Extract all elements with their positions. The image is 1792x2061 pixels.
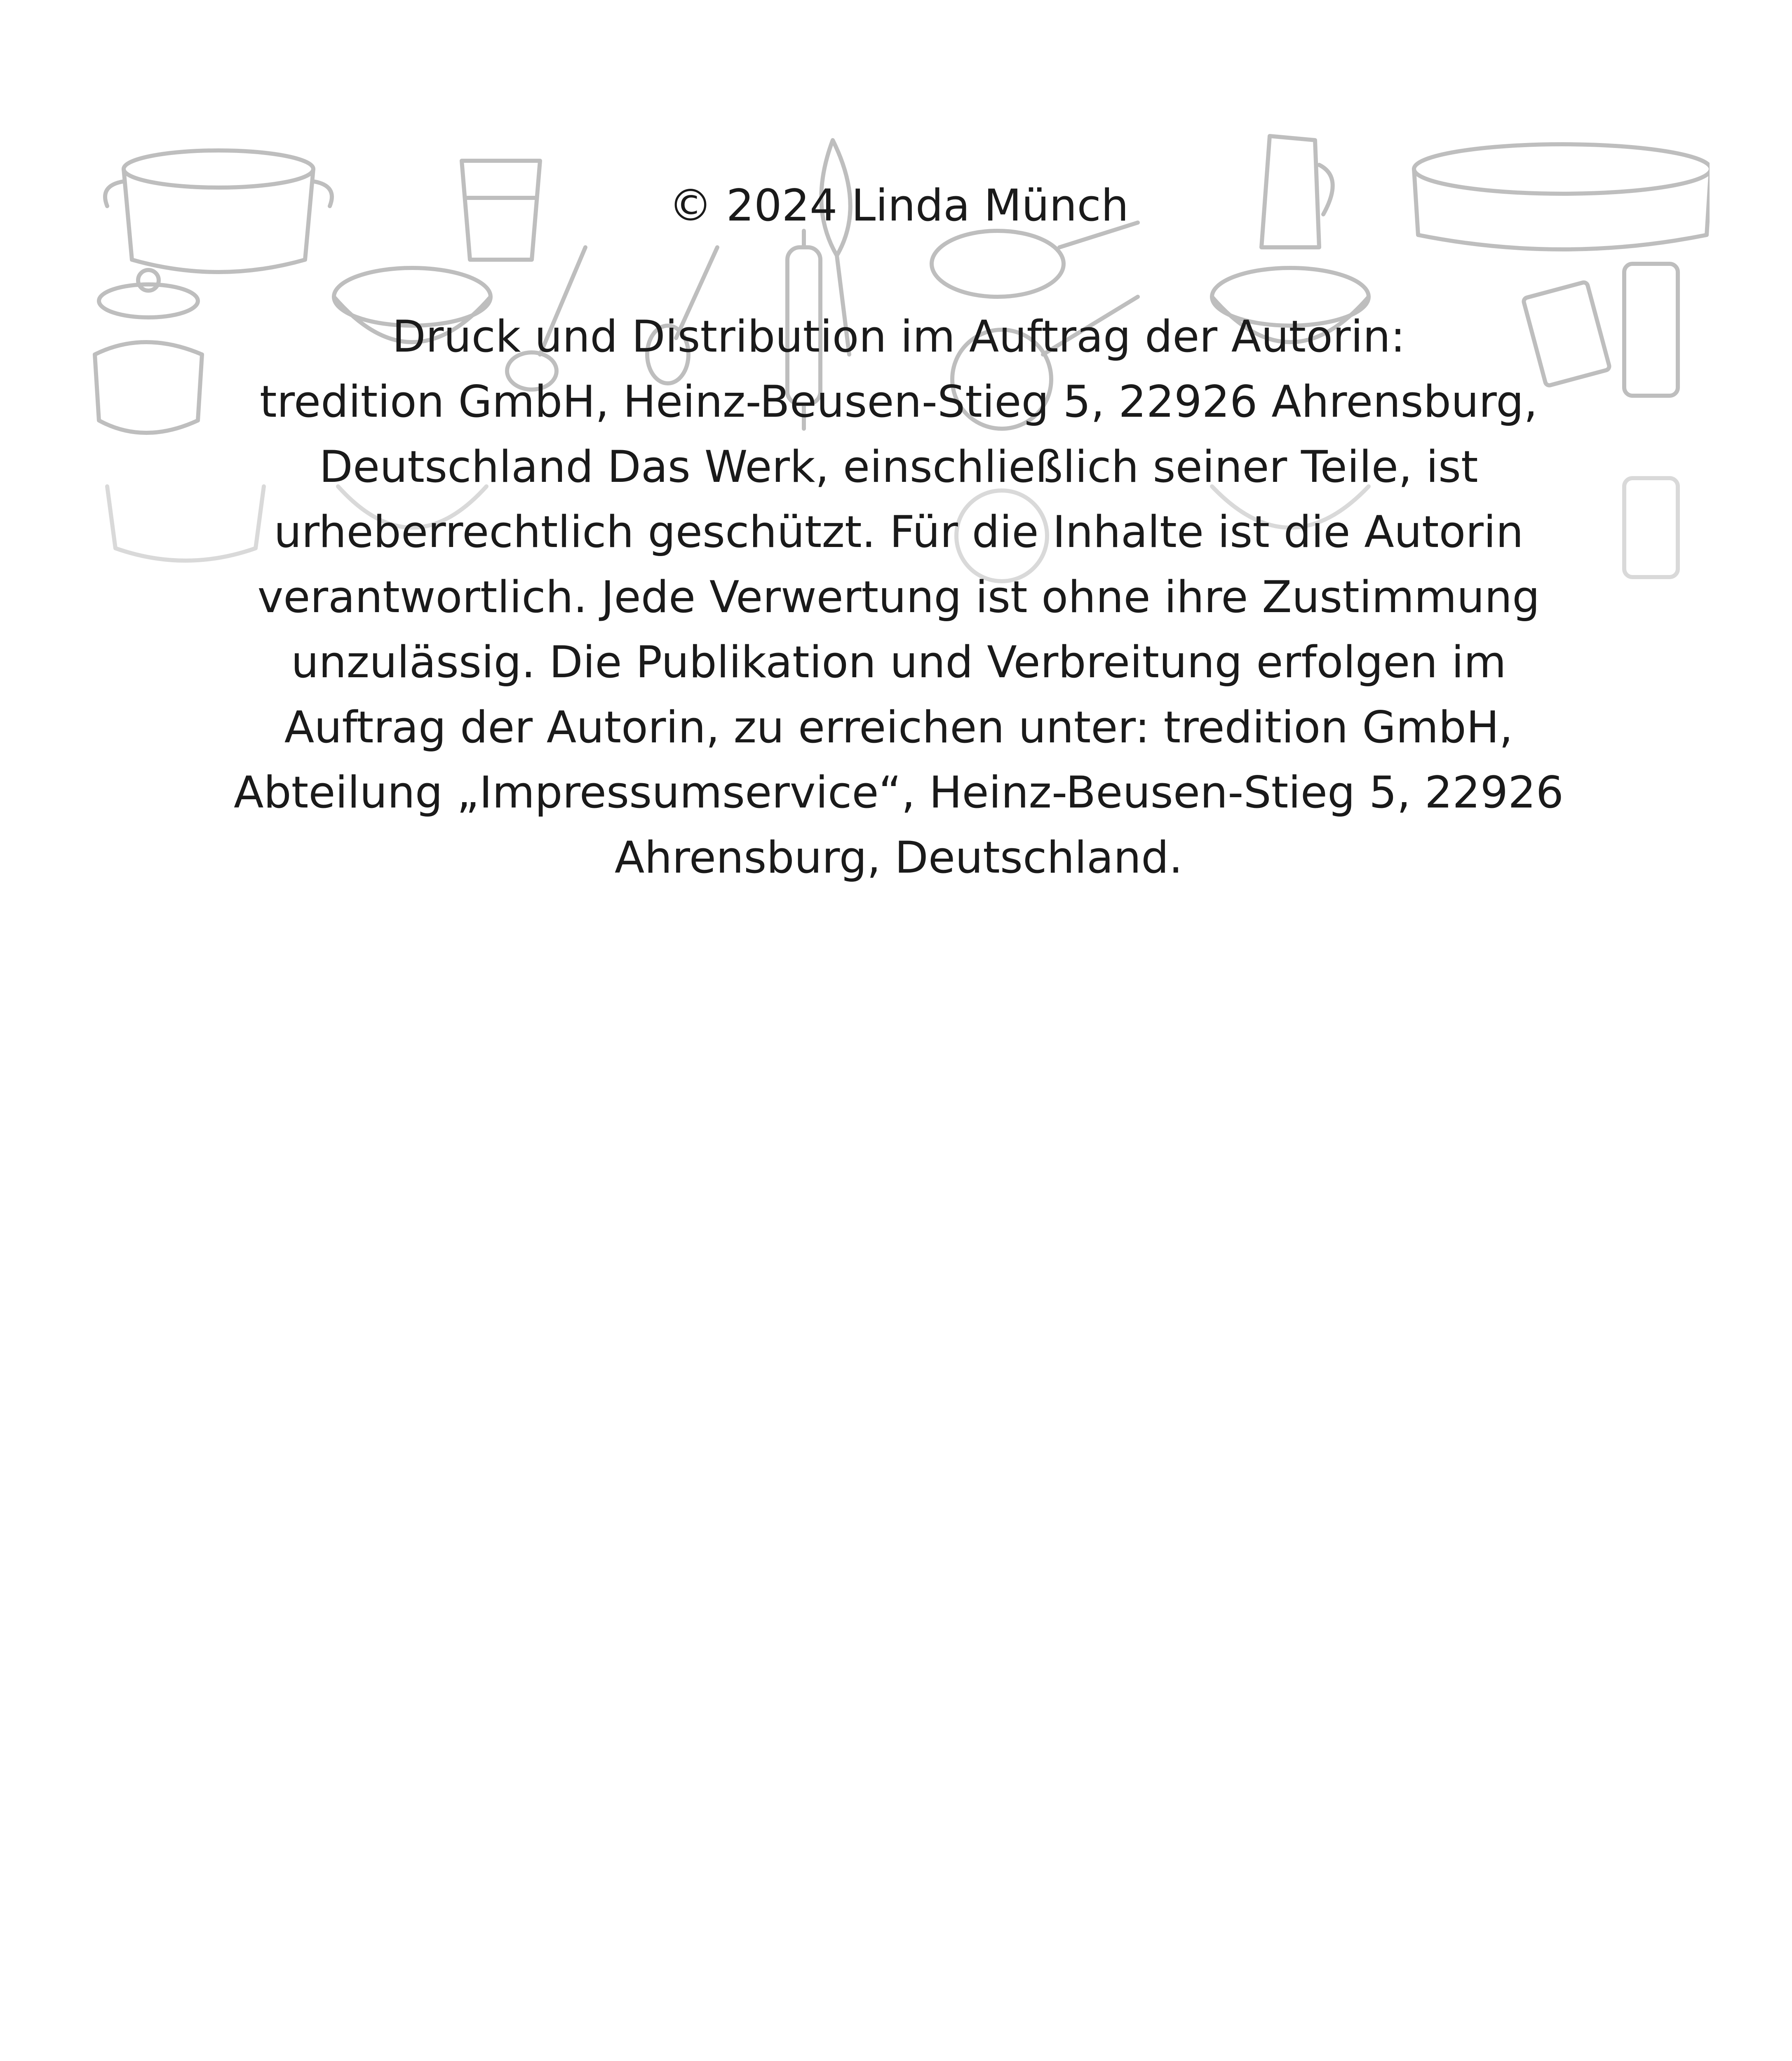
imprint-line: Abteilung „Impressumservice“, Heinz-Beusen-Stieg 5, 22926 — [233, 767, 1564, 818]
imprint-line: unzulässig. Die Publikation und Verbreitung erfolgen im — [291, 637, 1506, 688]
imprint-line: Druck und Distribution im Auftrag der Autorin: — [392, 311, 1405, 362]
imprint-line: Ahrensburg, Deutschland. — [614, 832, 1183, 883]
imprint-line: tredition GmbH, Heinz-Beusen-Stieg 5, 22926 Ahrensburg, — [260, 376, 1538, 427]
imprint-line: verantwortlich. Jede Verwertung ist ohne ihre Zustimmung — [257, 572, 1540, 622]
imprint-paragraph — [198, 304, 1599, 890]
small-pot-icon — [95, 342, 202, 433]
imprint-text-block — [198, 173, 1599, 890]
imprint-line: urheberrechtlich geschützt. Für die Inhalte ist die Autorin — [274, 507, 1524, 557]
lid-icon — [99, 270, 198, 317]
grater-icon — [1624, 478, 1678, 577]
grater-icon — [1624, 264, 1678, 396]
copyright-notice: © 2024 Linda Münch — [668, 180, 1129, 231]
imprint-line: Auftrag der Autorin, zu erreichen unter: tredition GmbH, — [284, 702, 1513, 753]
imprint-line: Deutschland Das Werk, einschließlich seiner Teile, ist — [319, 441, 1478, 492]
